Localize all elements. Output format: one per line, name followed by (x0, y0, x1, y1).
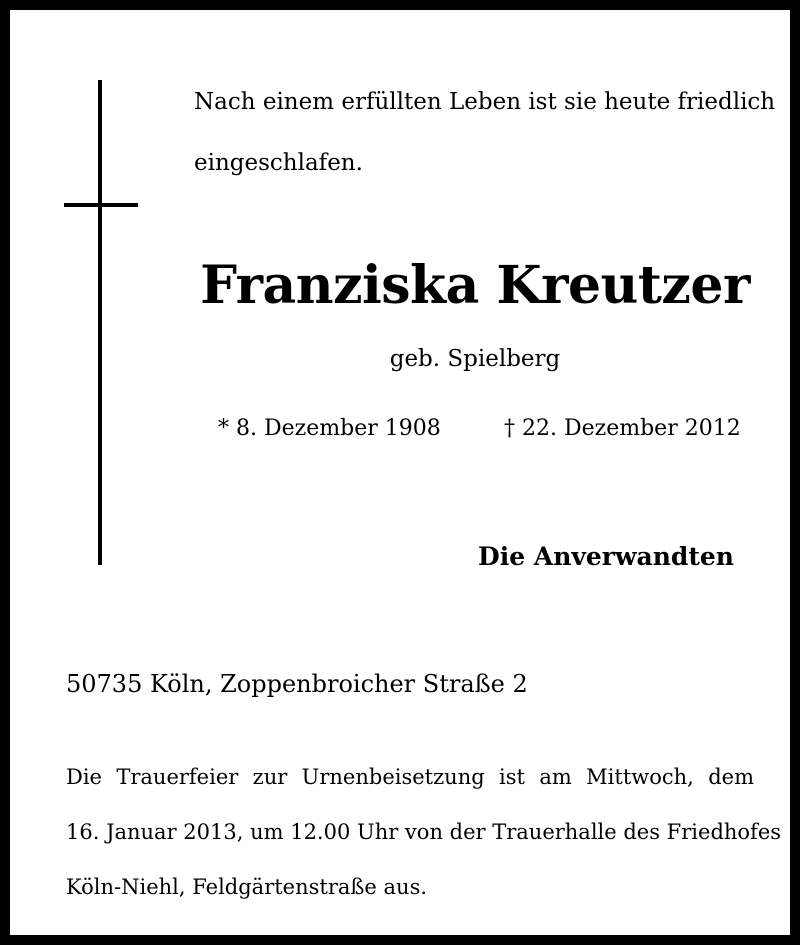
intro-line-2: eingeschlafen. (194, 150, 363, 176)
service-line-2: 16. Januar 2013, um 12.00 Uhr von der Trauerhalle des Friedhofes (66, 820, 782, 844)
birth-date: * 8. Dezember 1908 (218, 416, 441, 441)
cross-horizontal-bar (64, 203, 138, 207)
service-line-1: Die Trauerfeier zur Urnenbeisetzung ist am Mittwoch, dem (66, 765, 754, 789)
death-date: † 22. Dezember 2012 (504, 416, 741, 441)
cross-vertical-bar (98, 80, 102, 565)
service-details (66, 750, 782, 915)
family-signature: Die Anverwandten (478, 542, 734, 571)
deceased-name: Franziska Kreutzer (200, 255, 750, 316)
intro-line-1: Nach einem erfüllten Leben ist sie heute friedlich (194, 89, 776, 115)
maiden-name: geb. Spielberg (389, 346, 561, 372)
address: 50735 Köln, Zoppenbroicher Straße 2 (66, 670, 528, 698)
intro-text (194, 72, 776, 194)
service-line-3: Köln-Niehl, Feldgärtenstraße aus. (66, 875, 428, 899)
